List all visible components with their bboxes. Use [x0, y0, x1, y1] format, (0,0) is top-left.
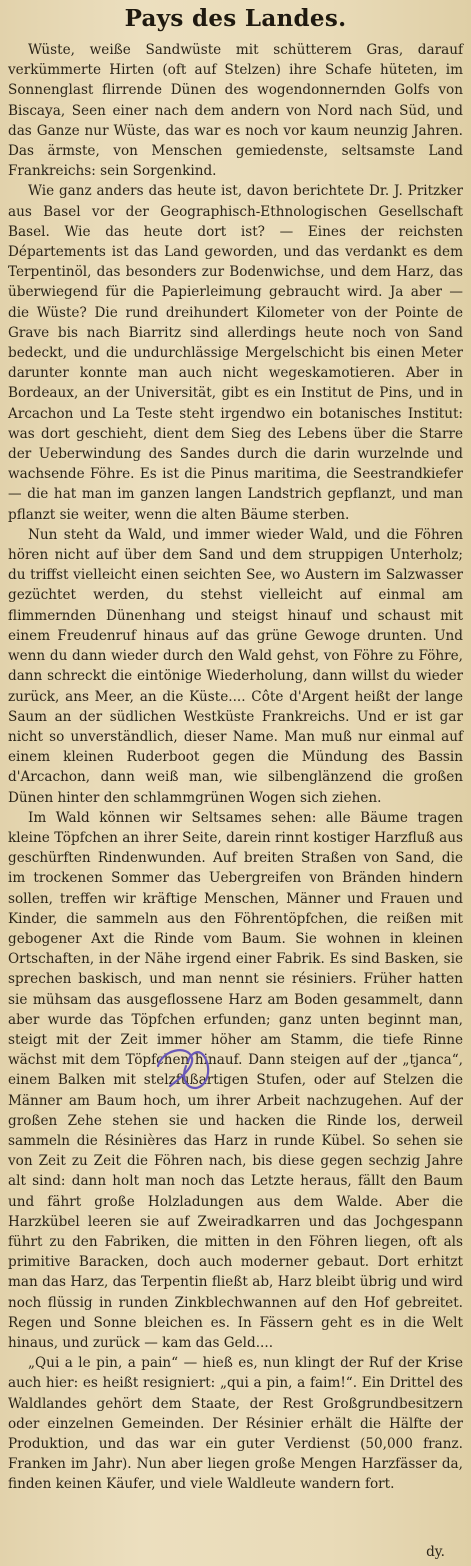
article-paragraph: Wüste, weiße Sandwüste mit schütterem Gras, darauf verkümmerte Hirten (oft auf Stelzen) ihre Schafe hüteten, im Sonnenglast flirrende Dünen des wogendonnernden Golfs von Biscaya, Seen einer nach dem andern von Nord nach Süd, und das Ganze nur Wüste, das war es noch vor kaum neunzig Jahren. Das ärmste, von Menschen gemiedenste, seltsamste Land Frankreichs: sein Sorgenkind. — [8, 42, 463, 180]
article-title: Pays des Landes. — [124, 5, 347, 32]
article-paragraph: Nun steht da Wald, und immer wieder Wald, und die Föhren hören nicht auf über dem Sand und dem struppigen Unterholz; du triffst vielleicht einen seichten See, wo Austern im Salzwasser gezüchtet werden, du stehst vielleicht auf einmal am flimmernden Dünenhang und steigst hinauf und schaust mit einem Freudenruf hinaus auf das grüne Gewoge drunten. Und wenn du dann wieder durch den Wald gehst, von Föhre zu Föhre, dann schreckt die eintönige Wiederholung, dann willst du wieder zurück, ans Meer, an die Küste.... Côte d'Argent heißt der lange Saum an der südlichen Westküste Frankreichs. Und er ist gar nicht so unverständlich, dieser Name. Man muß nur einmal auf einem kleinen Ruderboot gegen die Mündung des Bassin d'Arcachon, dann weiß man, wie silbenglänzend die großen Dünen hinter den schlammgrünen Wogen sich ziehen. — [8, 526, 463, 806]
article-paragraph: „Qui a le pin, a pain“ — hieß es, nun klingt der Ruf der Krise auch hier: es heißt resigniert: „qui a pin, a faim!“. Ein Drittel des Waldlandes gehört dem Staate, der Rest Großgrundbesitzern oder einzelnen Gemeinden. Der Résinier erhält die Hälfte der Produktion, und das war ein guter Verdienst (50,000 franz. Franken im Jahr). Nun aber liegen große Mengen Harzfässer da, finden keinen Käufer, und viele Waldleute wandern fort. — [8, 1355, 463, 1493]
article-body — [8, 40, 463, 1495]
article-paragraph: Im Wald können wir Seltsames sehen: alle Bäume tragen kleine Töpfchen an ihrer Seite, darein rinnt kostiger Harzfluß aus geschürften Rindenwunden. Auf breiten Straßen von Sand, die im trockenen Sommer das Uebergreifen von Bränden hindern sollen, treffen wir kräftige Menschen, Männer und Frauen und Kinder, die sammeln aus den Föhrentöpfchen, die reißen mit gebogener Axt die Rinde vom Baum. Sie wohnen in kleinen Ortschaften, in der Nähe irgend einer Fabrik. Es sind Basken, sie sprechen baskisch, und man nennt sie résiniers. Früher hatten sie mühsam das ausgeflossene Harz am Boden gesammelt, dann aber wurde das Töpfchen erfunden; ganz unten beginnt man, steigt mit der Zeit immer höher am Stamm, die tiefe Rinne wächst mit dem Töpfchen hinauf. Dann steigen auf der „tjanca“, einem Balken mit stelzfußartigen Stufen, oder auf Stelzen die Männer am Baum hoch, um ihrer Arbeit nachzugehen. Auf der großen Zehe stehen sie und hacken die Rinde los, derweil sammeln die Résinières das Harz in runde Kübel. So sehen sie von Zeit zu Zeit die Föhren nach, bis diese gegen sechzig Jahre alt sind: dann holt man noch das Letzte heraus, fällt den Baum und fährt große Holzladungen aus dem Walde. Aber die Harzkübel leeren sie auf Zweiradkarren und das Jochgespann führt zu den Fabriken, die mitten in den Föhren liegen, oft als primitive Baracken, doch auch moderner gebaut. Dort erhitzt man das Harz, das Terpentin fließt ab, Harz bleibt übrig und wird noch flüssig in runden Zinkblechwannen auf den Hof gebreitet. Regen und Sonne bleichen es. In Fässern geht es in die Welt hinaus, und zurück — kam das Geld.... — [8, 809, 463, 1351]
article-paragraph: Wie ganz anders das heute ist, davon berichtete Dr. J. Pritzker aus Basel vor der Geographisch-Ethnologischen Gesellschaft Basel. Wie das heute dort ist? — Eines der reichsten Départements ist das Land geworden, und das verdankt es dem Terpentinöl, das besonders zur Bodenwichse, und dem Harz, das überwiegend für die Papierleimung gebraucht wird. Ja aber — die Wüste? Die rund dreihundert Kilometer von der Pointe de Grave bis nach Biarritz sind allerdings heute noch von Sand bedeckt, und die undurchlässige Mergelschicht bis einen Meter darunter konnte man auch nicht wegeskamotieren. Aber in Bordeaux, an der Universität, gibt es ein Institut de Pins, und in Arcachon und La Teste steht irgendwo ein botanisches Institut: was dort geschieht, dient dem Sieg des Lebens über die Starre der Ueberwindung des Sandes durch die darin wurzelnde und wachsende Föhre. Es ist die Pinus maritima, die Seestrandkiefer — die hat man im ganzen langen Landstrich gepflanzt, und man pflanzt sie weiter, wenn die alten Bäume sterben. — [8, 183, 463, 523]
author-initials: dy. — [426, 1544, 445, 1560]
